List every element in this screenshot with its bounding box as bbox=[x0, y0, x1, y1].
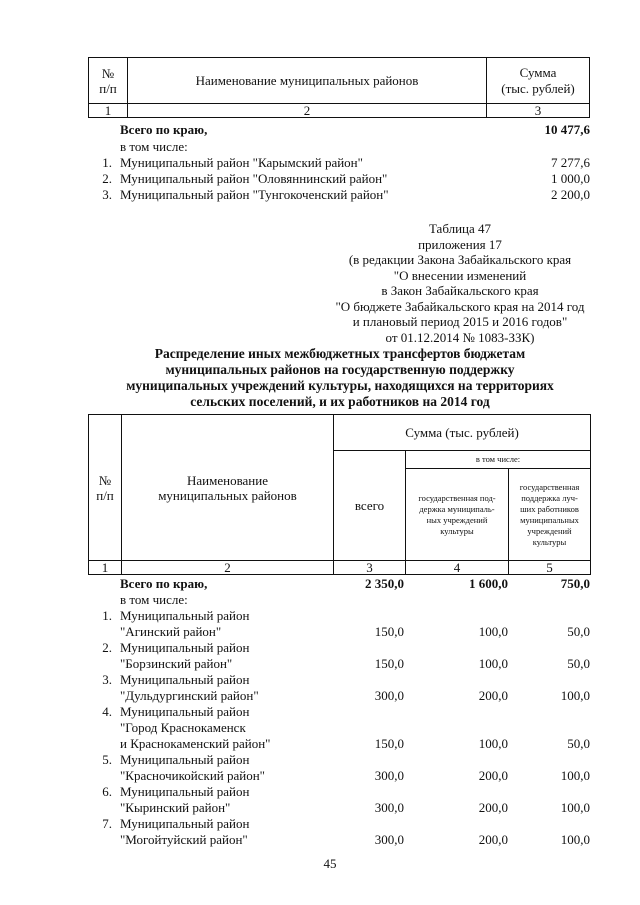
t2-colnum-3: 3 bbox=[334, 561, 406, 575]
t1-colnum-3: 3 bbox=[487, 104, 590, 118]
note-line: "О внесении изменений bbox=[393, 267, 527, 283]
t2-header-name: Наименование муниципальных районов bbox=[122, 415, 334, 561]
t2-colnum-2: 2 bbox=[122, 561, 334, 575]
t2-row-col3: 300,0 bbox=[374, 768, 404, 783]
t2-row-col5: 50,0 bbox=[567, 736, 590, 751]
note-line: приложения 17 bbox=[418, 236, 502, 252]
t2-row-col3: 150,0 bbox=[374, 736, 404, 751]
t2-row-col5: 100,0 bbox=[560, 832, 590, 847]
appendix-note bbox=[300, 221, 620, 345]
t2-row-col4: 200,0 bbox=[478, 800, 508, 815]
t2-row-name: "Город Краснокаменск bbox=[120, 720, 246, 735]
t1-row-value: 2 200,0 bbox=[551, 187, 590, 202]
t2-row-col3: 150,0 bbox=[374, 656, 404, 671]
page-number: 45 bbox=[323, 856, 337, 871]
t1-header-num: № п/п bbox=[89, 58, 128, 104]
t1-row-num: 1. bbox=[102, 155, 112, 170]
t2-row-col4: 100,0 bbox=[478, 656, 508, 671]
t2-row-col5: 100,0 bbox=[560, 800, 590, 815]
heading-line: Распределение иных межбюджетных трансфертов бюджетам bbox=[154, 346, 526, 361]
t2-row-name: Муниципальный район bbox=[120, 672, 250, 687]
t1-header-sum: Сумма (тыс. рублей) bbox=[487, 58, 590, 104]
t2-total-col4: 1 600,0 bbox=[469, 576, 508, 591]
table1-header bbox=[88, 57, 590, 118]
t2-row-name: Муниципальный район bbox=[120, 704, 250, 719]
t2-header-col5: государственная поддержка луч- ших работников муниципальных учреждений культуры bbox=[509, 469, 591, 561]
t2-row-col3: 300,0 bbox=[374, 800, 404, 815]
t2-row-name: "Могойтуйский район" bbox=[120, 832, 248, 847]
t2-row-col4: 200,0 bbox=[478, 688, 508, 703]
t2-header-including: в том числе: bbox=[406, 451, 591, 469]
t2-header-total: всего bbox=[334, 451, 406, 561]
t1-row-num: 2. bbox=[102, 171, 112, 186]
t2-row-col5: 100,0 bbox=[560, 688, 590, 703]
note-line: и плановый период 2015 и 2016 годов" bbox=[352, 314, 568, 329]
t2-including: в том числе: bbox=[120, 592, 188, 607]
t2-row-num: 4. bbox=[102, 704, 112, 719]
note-line: в Закон Забайкальского края bbox=[381, 283, 539, 298]
t2-row-num: 6. bbox=[102, 784, 112, 799]
t2-header-num: № п/п bbox=[89, 415, 122, 561]
note-line: от 01.12.2014 № 1083-ЗЗК) bbox=[385, 329, 535, 345]
t1-including: в том числе: bbox=[120, 139, 188, 154]
t2-row-name: "Красночикойский район" bbox=[120, 768, 265, 783]
t1-row-name: Муниципальный район "Тунгокоченский район" bbox=[120, 187, 389, 202]
t2-row-num: 5. bbox=[102, 752, 112, 767]
t2-row-num: 7. bbox=[102, 816, 112, 831]
t2-colnum-5: 5 bbox=[509, 561, 591, 575]
note-line: "О бюджете Забайкальского края на 2014 год bbox=[335, 298, 585, 314]
heading-line: муниципальных учреждений культуры, находящихся на территориях bbox=[126, 378, 554, 393]
note-line: Таблица 47 bbox=[428, 221, 492, 236]
t2-row-name: "Дульдургинский район" bbox=[120, 688, 259, 703]
heading-line: муниципальных районов на государственную поддержку bbox=[165, 362, 515, 377]
t1-row-value: 7 277,6 bbox=[551, 155, 590, 170]
t2-row-name: Муниципальный район bbox=[120, 608, 250, 623]
t2-header-col4: государственная под- держка муниципаль- ных учреждений культуры bbox=[406, 469, 509, 561]
t2-row-col4: 100,0 bbox=[478, 736, 508, 751]
t2-colnum-4: 4 bbox=[406, 561, 509, 575]
t1-colnum-1: 1 bbox=[89, 104, 128, 118]
t1-row-name: Муниципальный район "Оловяннинский район" bbox=[120, 171, 388, 186]
t2-row-num: 1. bbox=[102, 608, 112, 623]
t2-total-col5: 750,0 bbox=[560, 576, 590, 591]
t2-total-label: Всего по краю, bbox=[120, 576, 208, 591]
t1-colnum-2: 2 bbox=[128, 104, 487, 118]
t1-row-num: 3. bbox=[102, 187, 112, 202]
t2-total-col3: 2 350,0 bbox=[365, 576, 404, 591]
t2-row-name: "Агинский район" bbox=[120, 624, 222, 639]
t2-row-name: Муниципальный район bbox=[120, 816, 250, 831]
t2-header-sum: Сумма (тыс. рублей) bbox=[334, 415, 591, 451]
t2-row-col3: 300,0 bbox=[374, 688, 404, 703]
table2-header bbox=[88, 414, 591, 575]
t2-row-name: "Борзинский район" bbox=[120, 656, 233, 671]
t2-row-col5: 50,0 bbox=[567, 624, 590, 639]
t2-row-num: 3. bbox=[102, 672, 112, 687]
document-heading bbox=[60, 346, 620, 410]
t2-row-name: и Краснокаменский район" bbox=[120, 736, 271, 751]
t2-row-col5: 100,0 bbox=[560, 768, 590, 783]
t2-row-num: 2. bbox=[102, 640, 112, 655]
t2-row-name: Муниципальный район bbox=[120, 784, 250, 799]
t2-row-col4: 100,0 bbox=[478, 624, 508, 639]
t2-row-name: Муниципальный район bbox=[120, 640, 250, 655]
t2-row-name: "Кыринский район" bbox=[120, 800, 231, 815]
t2-colnum-1: 1 bbox=[89, 561, 122, 575]
t1-row-value: 1 000,0 bbox=[551, 171, 590, 186]
t2-row-col3: 300,0 bbox=[374, 832, 404, 847]
t1-header-name: Наименование муниципальных районов bbox=[128, 58, 487, 104]
t2-row-col4: 200,0 bbox=[478, 832, 508, 847]
t2-row-col5: 50,0 bbox=[567, 656, 590, 671]
t1-total-value: 10 477,6 bbox=[544, 122, 590, 137]
t2-row-col3: 150,0 bbox=[374, 624, 404, 639]
heading-line: сельских поселений, и их работников на 2014 год bbox=[190, 394, 490, 409]
note-line: (в редакции Закона Забайкальского края bbox=[348, 252, 572, 267]
t1-total-label: Всего по краю, bbox=[120, 122, 208, 137]
t2-row-col4: 200,0 bbox=[478, 768, 508, 783]
t2-row-name: Муниципальный район bbox=[120, 752, 250, 767]
t1-row-name: Муниципальный район "Карымский район" bbox=[120, 155, 363, 170]
